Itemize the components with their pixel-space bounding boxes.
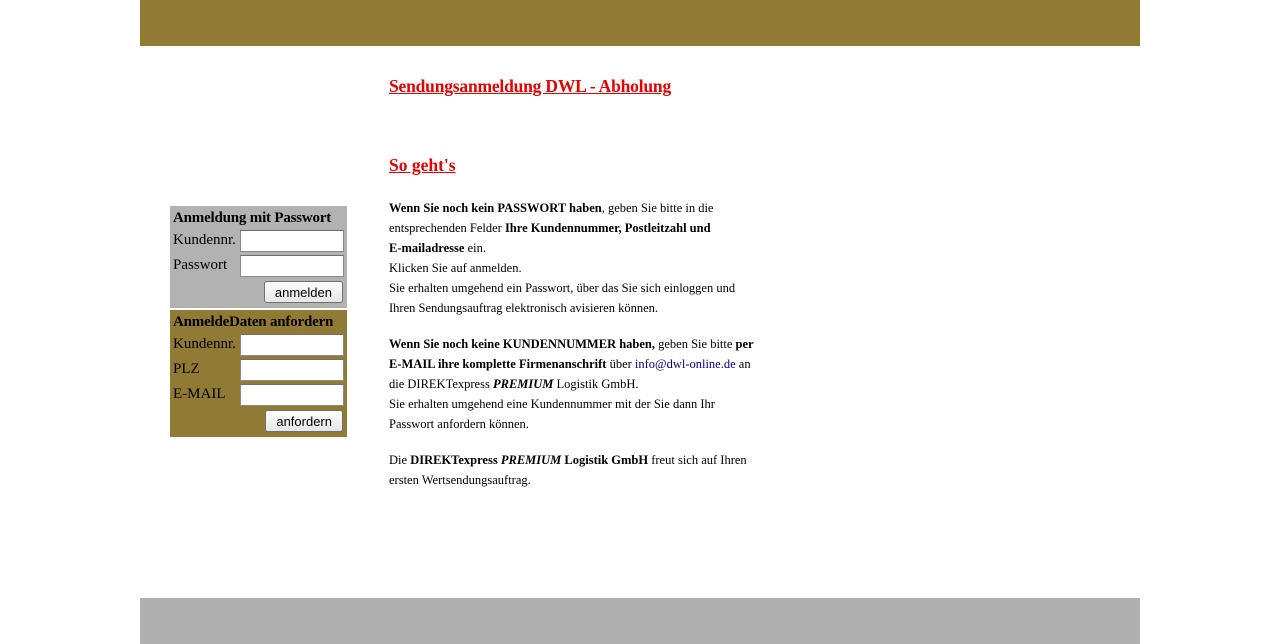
para1-line1 [389, 198, 769, 218]
para2-l3-italic: PREMIUM [492, 377, 554, 391]
login-password-row [173, 253, 344, 278]
para1-line4: Klicken Sie auf anmelden. [389, 261, 522, 275]
closing-note [389, 450, 769, 490]
para1-l1-rest: , geben Sie bitte in die [601, 201, 714, 215]
request-email-input[interactable] [240, 384, 344, 406]
para3-line2: ersten Wertsendungsauftrag. [389, 473, 531, 487]
para3-l1-bold2: Logistik GmbH [561, 453, 649, 467]
para2-l1-normal: geben Sie bitte [655, 337, 736, 351]
para1-line5: Sie erhalten umgehend ein Passwort, über das Sie sich einloggen und [389, 281, 736, 295]
request-email-label: E-MAIL [173, 386, 226, 402]
request-panel [170, 310, 347, 437]
login-customer-input[interactable] [240, 230, 344, 252]
page-subtitle: So geht's [389, 155, 456, 175]
request-submit-button[interactable]: anfordern [265, 410, 343, 432]
para2-l2-rest: an [735, 357, 751, 371]
para2-line1 [389, 334, 769, 354]
login-panel-title: Anmeldung mit Passwort [173, 210, 332, 226]
para2-l1-bold: Wenn Sie noch keine KUNDENNUMMER haben, [389, 337, 655, 351]
login-button-row [173, 278, 344, 302]
instructions-customer-number [389, 334, 769, 434]
request-customer-row [173, 332, 344, 357]
para2-l2-bold: E-MAIL ihre komplette Firmenanschrift [389, 357, 607, 371]
email-link[interactable]: info@dwl-online.de [634, 357, 736, 371]
request-panel-title: AnmeldeDaten anfordern [173, 314, 334, 330]
para1-l2-normal: entsprechenden Felder [389, 221, 505, 235]
para3-l1-bold: DIREKTexpress [410, 453, 501, 467]
para3-line1 [389, 450, 769, 470]
para3-l1-bold-italic: PREMIUM [500, 453, 562, 467]
para3-l1-normal: Die [389, 453, 411, 467]
footer-bar [140, 598, 1140, 644]
para1-l3-bold: E-mailadresse [389, 241, 465, 255]
para2-line5: Passwort anfordern können. [389, 417, 529, 431]
para2-l2-normal: über [606, 357, 635, 371]
header-bar [140, 0, 1140, 46]
request-zip-label: PLZ [173, 361, 200, 377]
para2-l3-normal: die DIREKTexpress [389, 377, 493, 391]
request-customer-label: Kundennr. [173, 336, 236, 352]
request-customer-input[interactable] [240, 334, 344, 356]
para1-l3-rest: ein. [464, 241, 486, 255]
para2-l3-rest: Logistik GmbH. [553, 377, 639, 391]
para1-line2 [389, 218, 769, 238]
login-submit-button[interactable]: anmelden [264, 281, 343, 303]
login-panel [170, 206, 347, 308]
login-password-input[interactable] [240, 255, 344, 277]
instructions-password [389, 198, 769, 318]
para1-l1-bold: Wenn Sie noch kein PASSWORT haben [389, 201, 602, 215]
para3-l1-rest: freut sich auf Ihren [648, 453, 747, 467]
para2-l1-bold2: per [735, 337, 754, 351]
para2-line2 [389, 354, 769, 374]
para2-line4: Sie erhalten umgehend eine Kundennummer mit der Sie dann Ihr [389, 397, 715, 411]
request-zip-input[interactable] [240, 359, 344, 381]
request-email-row [173, 382, 344, 407]
para2-line3 [389, 374, 769, 394]
login-customer-label: Kundennr. [173, 232, 236, 248]
login-customer-row [173, 228, 344, 253]
para1-line3 [389, 238, 769, 258]
page-title: Sendungsanmeldung DWL - Abholung [389, 76, 671, 96]
request-zip-row [173, 357, 344, 382]
login-password-label: Passwort [173, 257, 228, 273]
request-button-row [173, 407, 344, 431]
para1-l2-bold: Ihre Kundennummer, Postleitzahl und [504, 221, 711, 235]
para1-line6: Ihren Sendungsauftrag elektronisch avisieren können. [389, 301, 659, 315]
